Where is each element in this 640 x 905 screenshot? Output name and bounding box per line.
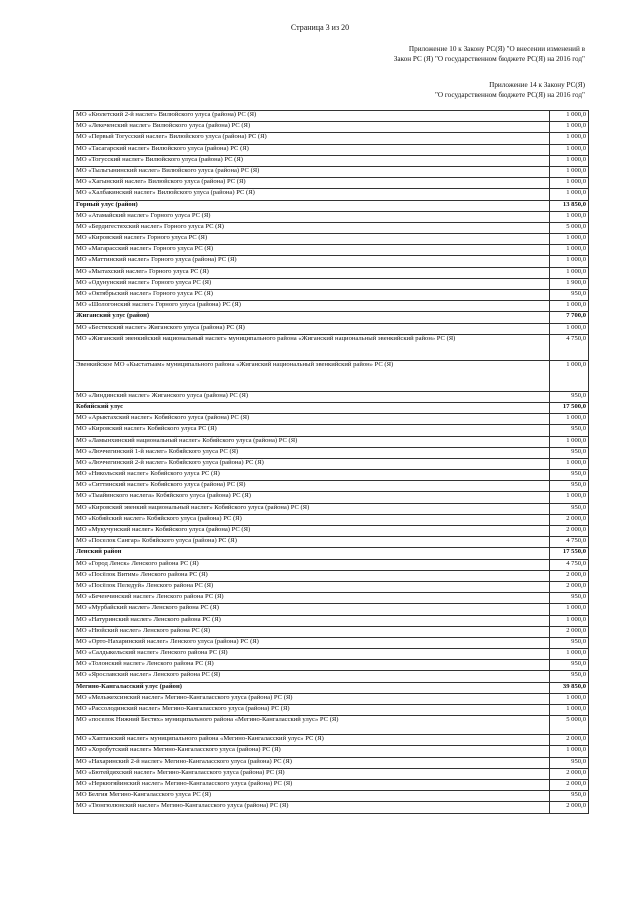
amount-cell: 950,0	[550, 447, 589, 458]
recipient-name-cell: МО «Посёлок Пеледуй» Ленского района РС (Я)	[74, 581, 550, 592]
table-row	[74, 615, 589, 626]
district-total-row	[74, 548, 589, 559]
recipient-name-cell: Жиганский улус (район)	[74, 312, 550, 323]
amount-cell: 1 000,0	[550, 133, 589, 144]
recipient-name-cell: МО «Рассолодинский наслег» Мегино-Кангаласского улуса (района) РС (Я)	[74, 705, 550, 716]
amount-cell: 1 000,0	[550, 414, 589, 425]
table-row	[74, 267, 589, 278]
table-row	[74, 234, 589, 245]
amount-cell: 17 550,0	[550, 548, 589, 559]
table-row	[74, 637, 589, 648]
recipient-name-cell: МО «Шологонский наслег» Горного улуса (района) РС (Я)	[74, 301, 550, 312]
amount-cell: 2 000,0	[550, 581, 589, 592]
table-row	[74, 447, 589, 458]
amount-cell: 7 700,0	[550, 312, 589, 323]
amount-cell: 1 000,0	[550, 615, 589, 626]
table-row	[74, 779, 589, 790]
table-row	[74, 301, 589, 312]
recipient-name-cell: МО «Бердигестяхский наслег» Горного улуса РС (Я)	[74, 222, 550, 233]
table-row	[74, 514, 589, 525]
table-row	[74, 757, 589, 768]
table-row	[74, 178, 589, 189]
amount-cell: 950,0	[550, 671, 589, 682]
recipient-name-cell: МО «Кобяйский наслег» Кобяйского улуса (района) РС (Я)	[74, 514, 550, 525]
amount-cell: 1 000,0	[550, 122, 589, 133]
amount-cell: 950,0	[550, 757, 589, 768]
recipient-name-cell: Кобяйский улус	[74, 402, 550, 413]
table-row	[74, 705, 589, 716]
amount-cell: 950,0	[550, 660, 589, 671]
table-row	[74, 189, 589, 200]
table-row	[74, 436, 589, 447]
recipient-name-cell: МО «Жиганский эвенкийский национальный наслег» муниципального района «Жиганский национальный эвенкийский район» РС (Я)	[74, 334, 550, 360]
recipient-name-cell: МО «Тасагарский наслег» Вилюйского улуса (района) РС (Я)	[74, 144, 550, 155]
table-row	[74, 768, 589, 779]
annex-14-header	[285, 80, 585, 100]
recipient-name-cell: МО «Тогусский наслег» Вилюйского улуса (района) РС (Я)	[74, 155, 550, 166]
amount-cell: 1 000,0	[550, 189, 589, 200]
table-row	[74, 802, 589, 813]
page-number: Страница 3 из 20	[290, 23, 350, 32]
recipient-name-cell: МО «Первый Тогусский наслег» Вилюйского улуса (района) РС (Я)	[74, 133, 550, 144]
amount-cell: 1 000,0	[550, 746, 589, 757]
recipient-name-cell: МО «Орто-Нахаринский наслег» Ленского улуса (района) РС (Я)	[74, 637, 550, 648]
recipient-name-cell: Эвенкийское МО «Кыстатыам» муниципального района «Жиганский национальный эвенкийский район» РС (Я)	[74, 360, 550, 391]
table-row	[74, 570, 589, 581]
table-row	[74, 481, 589, 492]
amount-cell: 2 000,0	[550, 779, 589, 790]
recipient-name-cell: МО «Бестяхский наслег» Жиганского улуса (района) РС (Я)	[74, 323, 550, 334]
amount-cell: 1 000,0	[550, 166, 589, 177]
amount-cell: 1 000,0	[550, 436, 589, 447]
amount-cell: 1 900,0	[550, 278, 589, 289]
amount-cell: 1 000,0	[550, 178, 589, 189]
amount-cell: 2 000,0	[550, 802, 589, 813]
table-row	[74, 503, 589, 514]
recipient-name-cell: МО «Лекеченский наслег» Вилюйского улуса (района) РС (Я)	[74, 122, 550, 133]
table-row	[74, 245, 589, 256]
table-row	[74, 581, 589, 592]
recipient-name-cell: МО «Поселок Сангар» Кобяйского улуса (района) РС (Я)	[74, 537, 550, 548]
amount-cell: 17 500,0	[550, 402, 589, 413]
recipient-name-cell: МО «Кировский наслег» Горного улуса РС (Я)	[74, 234, 550, 245]
amount-cell: 1 000,0	[550, 211, 589, 222]
amount-cell: 2 000,0	[550, 768, 589, 779]
recipient-name-cell: МО «Линдинский наслег» Жиганского улуса (района) РС (Я)	[74, 391, 550, 402]
table-row	[74, 155, 589, 166]
recipient-name-cell: МО «Беченчинский наслег» Ленского района РС (Я)	[74, 593, 550, 604]
table-row	[74, 526, 589, 537]
annex-10-line-1: Приложение 10 к Закону РС(Я) "О внесении изменений в	[408, 45, 585, 53]
amount-cell: 1 000,0	[550, 111, 589, 122]
table-row	[74, 425, 589, 436]
table-row	[74, 111, 589, 122]
amount-cell: 2 000,0	[550, 514, 589, 525]
recipient-name-cell: МО «Мельжехсинский наслег» Мегино-Кангаласского улуса (района) РС (Я)	[74, 693, 550, 704]
recipient-name-cell: МО «Натуринский наслег» Ленского района РС (Я)	[74, 615, 550, 626]
amount-cell: 1 000,0	[550, 693, 589, 704]
recipient-name-cell: МО Белгия Мегино-Кангаласского улуса РС (Я)	[74, 791, 550, 802]
amount-cell: 1 000,0	[550, 649, 589, 660]
recipient-name-cell: МО «Тюнгюлюнский наслег» Мегино-Кангаласского улуса (района) РС (Я)	[74, 802, 550, 813]
recipient-name-cell: МО «Маттинский наслег» Горного улуса (района) РС (Я)	[74, 256, 550, 267]
table-row	[74, 660, 589, 671]
amount-cell: 1 000,0	[550, 492, 589, 503]
recipient-name-cell: МО «Кюлетский 2-й наслег» Вилюйского улуса (района) РС (Я)	[74, 111, 550, 122]
table-row	[74, 391, 589, 402]
amount-cell: 950,0	[550, 481, 589, 492]
recipient-name-cell: Мегино-Кангаласский улус (район)	[74, 682, 550, 693]
amount-cell: 1 000,0	[550, 256, 589, 267]
amount-cell: 1 000,0	[550, 155, 589, 166]
table-row	[74, 716, 589, 735]
district-total-row	[74, 200, 589, 211]
recipient-name-cell: МО «Кировский наслег» Кобяйского улуса РС (Я)	[74, 425, 550, 436]
amount-cell: 1 000,0	[550, 705, 589, 716]
table-row	[74, 360, 589, 391]
amount-cell: 950,0	[550, 593, 589, 604]
recipient-name-cell: МО «Мурбайский наслег» Ленского района РС (Я)	[74, 604, 550, 615]
amount-cell: 950,0	[550, 290, 589, 301]
district-total-row	[74, 312, 589, 323]
amount-cell: 1 000,0	[550, 458, 589, 469]
annex-14-line-1: Приложение 14 к Закону РС(Я)	[489, 81, 585, 89]
table-row	[74, 626, 589, 637]
table-row	[74, 604, 589, 615]
table-row	[74, 334, 589, 360]
amount-cell: 950,0	[550, 391, 589, 402]
district-total-row	[74, 402, 589, 413]
recipient-name-cell: МО «Люччегинский 2-й наслег» Кобяйского улуса (района) РС (Я)	[74, 458, 550, 469]
amount-cell: 2 000,0	[550, 735, 589, 746]
amount-cell: 4 750,0	[550, 537, 589, 548]
table-row	[74, 458, 589, 469]
amount-cell: 1 000,0	[550, 234, 589, 245]
amount-cell: 1 000,0	[550, 267, 589, 278]
recipient-name-cell: МО «Арыктахский наслег» Кобяйского улуса (района) РС (Я)	[74, 414, 550, 425]
amount-cell: 1 000,0	[550, 245, 589, 256]
recipient-name-cell: МО «Октябрьский наслег» Горного улуса РС (Я)	[74, 290, 550, 301]
recipient-name-cell: МО «Салдыкельский наслег» Ленского района РС (Я)	[74, 649, 550, 660]
table-row	[74, 133, 589, 144]
table-row	[74, 144, 589, 155]
table-row	[74, 211, 589, 222]
table-row	[74, 791, 589, 802]
recipient-name-cell: МО «Никольский наслег» Кобяйского улуса РС (Я)	[74, 470, 550, 481]
table-row	[74, 278, 589, 289]
annex-14-line-2: "О государственном бюджете РС(Я) на 2016 год"	[434, 91, 585, 99]
amount-cell: 1 000,0	[550, 144, 589, 155]
recipient-name-cell: МО «Одунунский наслег» Горного улуса РС (Я)	[74, 278, 550, 289]
recipient-name-cell: МО «Тыльгынинский наслег» Вилюйского улуса (района) РС (Я)	[74, 166, 550, 177]
table-row	[74, 649, 589, 660]
table-row	[74, 735, 589, 746]
recipient-name-cell: МО «Толонский наслег» Ленского района РС (Я)	[74, 660, 550, 671]
amount-cell: 950,0	[550, 791, 589, 802]
recipient-name-cell: МО «Город Ленск» Ленского района РС (Я)	[74, 559, 550, 570]
table-row	[74, 256, 589, 267]
amount-cell: 950,0	[550, 425, 589, 436]
table-row	[74, 122, 589, 133]
amount-cell: 2 000,0	[550, 526, 589, 537]
recipient-name-cell: МО «Нюйский наслег» Ленского района РС (Я)	[74, 626, 550, 637]
annex-10-line-2: Закон РС (Я) "О государственном бюджете РС(Я) на 2016 год"	[393, 55, 585, 63]
recipient-name-cell: МО «Мукучунский наслег» Кобяйского улуса (района) РС (Я)	[74, 526, 550, 537]
table-row	[74, 746, 589, 757]
recipient-name-cell: МО «поселок Нижний Бестях» муниципального района «Мегино-Кангаласский улус» РС (Я)	[74, 716, 550, 735]
amount-cell: 950,0	[550, 470, 589, 481]
amount-cell: 1 000,0	[550, 323, 589, 334]
recipient-name-cell: МО «Хагынский наслег» Вилюйского улуса (района) РС (Я)	[74, 178, 550, 189]
table-row	[74, 166, 589, 177]
recipient-name-cell: МО «Магарасский наслег» Горного улуса РС (Я)	[74, 245, 550, 256]
table-row	[74, 559, 589, 570]
amount-cell: 4 750,0	[550, 334, 589, 360]
recipient-name-cell: МО «Посёлок Витим» Ленского района РС (Я)	[74, 570, 550, 581]
recipient-name-cell: МО «Люччегинский 1-й наслег» Кобяйского улуса РС (Я)	[74, 447, 550, 458]
budget-table	[73, 110, 589, 814]
table-row	[74, 537, 589, 548]
table-row	[74, 492, 589, 503]
recipient-name-cell: МО «Атамайский наслег» Горного улуса РС (Я)	[74, 211, 550, 222]
amount-cell: 39 850,0	[550, 682, 589, 693]
amount-cell: 1 000,0	[550, 360, 589, 391]
amount-cell: 5 000,0	[550, 222, 589, 233]
table-row	[74, 323, 589, 334]
recipient-name-cell: МО «Неркюгяйинский наслег» Мегино-Кангаласского улуса (района) РС (Я)	[74, 779, 550, 790]
annex-10-header	[285, 44, 585, 64]
recipient-name-cell: МО «Хоробутский наслег» Мегино-Кангаласского улуса (района) РС (Я)	[74, 746, 550, 757]
district-total-row	[74, 682, 589, 693]
recipient-name-cell: МО «Тыайинского наслега» Кобяйского улуса (района) РС (Я)	[74, 492, 550, 503]
table-row	[74, 222, 589, 233]
amount-cell: 5 000,0	[550, 716, 589, 735]
recipient-name-cell: МО «Мытахский наслег» Горного улуса РС (Я)	[74, 267, 550, 278]
amount-cell: 1 000,0	[550, 604, 589, 615]
amount-cell: 950,0	[550, 503, 589, 514]
recipient-name-cell: Горный улус (район)	[74, 200, 550, 211]
table-row	[74, 693, 589, 704]
recipient-name-cell: МО «Халбакинский наслег» Вилюйского улуса (района) РС (Я)	[74, 189, 550, 200]
amount-cell: 1 000,0	[550, 301, 589, 312]
recipient-name-cell: МО «Бютейдяхский наслег» Мегино-Кангаласского улуса (района) РС (Я)	[74, 768, 550, 779]
amount-cell: 13 850,0	[550, 200, 589, 211]
table-row	[74, 414, 589, 425]
table-row	[74, 470, 589, 481]
recipient-name-cell: МО «Ситтинский наслег» Кобяйского улуса (района) РС (Я)	[74, 481, 550, 492]
recipient-name-cell: МО «Ламынхинский национальный наслег» Кобяйского улуса (района) РС (Я)	[74, 436, 550, 447]
amount-cell: 4 750,0	[550, 559, 589, 570]
amount-cell: 2 000,0	[550, 570, 589, 581]
amount-cell: 950,0	[550, 637, 589, 648]
budget-table-body	[74, 111, 589, 814]
recipient-name-cell: МО «Кировский эвенкий национальный наслег» Кобяйского улуса (района) РС (Я)	[74, 503, 550, 514]
recipient-name-cell: МО «Ярославский наслег» Ленского района РС (Я)	[74, 671, 550, 682]
recipient-name-cell: МО «Хаптанский наслег» муниципального района «Мегино-Кангаласский улус» РС (Я)	[74, 735, 550, 746]
table-row	[74, 290, 589, 301]
table-row	[74, 671, 589, 682]
recipient-name-cell: МО «Нахаринский 2-й наслег» Мегино-Кангаласского улуса (района) РС (Я)	[74, 757, 550, 768]
amount-cell: 2 000,0	[550, 626, 589, 637]
table-row	[74, 593, 589, 604]
recipient-name-cell: Ленский район	[74, 548, 550, 559]
